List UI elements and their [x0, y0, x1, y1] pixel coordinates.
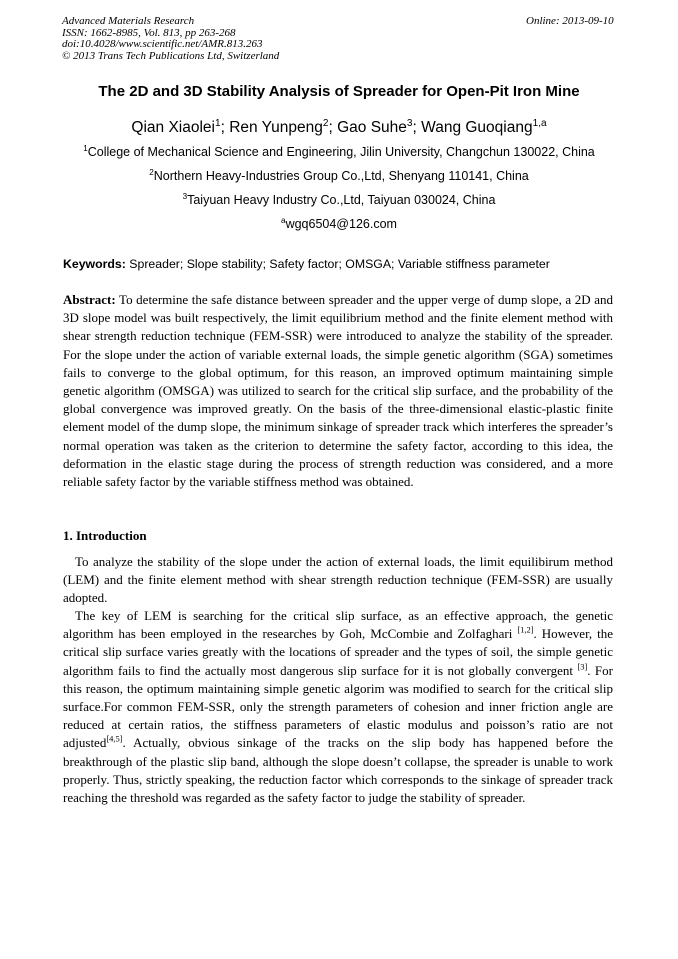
keywords	[63, 257, 550, 271]
email	[0, 217, 678, 231]
affiliation-text: Taiyuan Heavy Industry Co.,Ltd, Taiyuan 030024, China	[187, 193, 496, 207]
affiliation-text: Northern Heavy-Industries Group Co.,Ltd, Shenyang 110141, China	[153, 169, 529, 183]
affiliation-sup: 2	[149, 167, 154, 177]
author-name: Ren Yunpeng	[229, 119, 323, 136]
author-sup: 2	[322, 117, 329, 129]
email-sup: a	[281, 215, 286, 225]
author-sup: 3	[406, 117, 413, 129]
affiliation-text: College of Mechanical Science and Engineering, Jilin University, Changchun 130022, China	[87, 145, 595, 159]
text-run: . For this reason, the optimum maintaining simple genetic algorim was modified to search for the critical slip surface.For common FEM-SSR, only the strength parameters of cohesion and inner friction angle are reduced at certain ratios, the stiffness parameters of elastic modulus and poisson’s ratio are not adjusted	[63, 662, 613, 751]
doi-line: doi:10.4028/www.scientific.net/AMR.813.263	[62, 38, 263, 50]
citation: [1,2]	[517, 624, 534, 635]
section-heading-introduction: 1. Introduction	[63, 528, 147, 543]
author-separator: ;	[328, 119, 338, 136]
citation: [3]	[577, 661, 588, 672]
journal-name: Advanced Materials Research	[62, 15, 195, 27]
affiliation	[0, 169, 678, 183]
text-run: . However, the critical slip surface varies greatly with the locations of spreader and the types of soil, the simple genetic algorithm fails to find the actually most dangerous slip surface for it is not globally convergent	[63, 626, 613, 678]
affiliation	[0, 193, 678, 207]
affiliation	[0, 145, 678, 159]
affiliation-sup: 3	[182, 191, 188, 201]
paper-title: The 2D and 3D Stability Analysis of Spreader for Open-Pit Iron Mine	[98, 83, 580, 100]
author-name: Qian Xiaolei	[131, 119, 215, 136]
author-list	[0, 119, 678, 137]
journal-header	[62, 16, 279, 62]
author-name: Gao Suhe	[337, 119, 407, 136]
copyright-line: © 2013 Trans Tech Publications Ltd, Switzerland	[62, 49, 280, 62]
online-date: Online: 2013-09-10	[526, 15, 614, 27]
citation: [4,5]	[106, 734, 123, 745]
text-run: . Actually, obvious sinkage of the tracks on the slip body has happened before the breakthrough of the plastic slip band, although the slope doesn’t collapse, the spreader is unable to work properly. Thus, strictly speaking, the reduction factor which corresponds to the sinkage of spreader track reaching the threshold was regarded as the safety factor to judge the stability of spreader.	[63, 735, 613, 806]
keywords-label: Keywords:	[63, 257, 126, 271]
issn-line: ISSN: 1662-8985, Vol. 813, pp 263-268	[62, 26, 236, 39]
author-separator: ;	[220, 119, 230, 136]
author-separator: ;	[412, 119, 422, 136]
author-sup: 1	[214, 117, 221, 129]
abstract-text: To determine the safe distance between spreader and the upper verge of dump slope, a 2D and 3D slope model was built respectively, the limit equilibrium method and the finite element method with shear strength reduction technique (FEM-SSR) were introduced to analyze the stability of the spreader. For the slope under the action of variable external loads, the simple genetic algorithm (SGA) sometimes fails to converge to the global optimum, for this reason, an improved optimum maintaining simple genetic algorithm (OMSGA) was utilized to search for the critical slip surface, and the probability of the global convergence was improved greatly. On the basis of the three-dimensional elastic-plastic finite element model of the dump slope, the minimum sinkage of spreader track which interferes the spreader’s normal operation was taken as the criterion to determine the safety factor, according to this idea, the deformation in the elastic stage during the process of strength reduction was considered, and a more reliable safety factor by the variable stiffness method was obtained.	[63, 292, 613, 490]
email-text: wgq6504@126.com	[285, 217, 397, 231]
affiliation-sup: 1	[83, 143, 88, 153]
abstract-label: Abstract:	[63, 292, 116, 307]
text-run: The key of LEM is searching for the critical slip surface, as an effective approach, the genetic algorithm has been employed in the researches by Goh, McCombie and Zolfaghari	[63, 608, 613, 642]
abstract	[63, 291, 613, 491]
author-sup: 1,a	[532, 117, 547, 129]
author-name: Wang Guoqiang	[421, 119, 533, 136]
intro-paragraph-2	[63, 607, 613, 807]
keywords-text: Spreader; Slope stability; Safety factor; OMSGA; Variable stiffness parameter	[125, 257, 550, 271]
intro-paragraph-1: To analyze the stability of the slope under the action of external loads, the limit equilibirum method (LEM) and the finite element method with shear strength reduction technique (FEM-SSR) are usually adopted.	[63, 554, 613, 606]
